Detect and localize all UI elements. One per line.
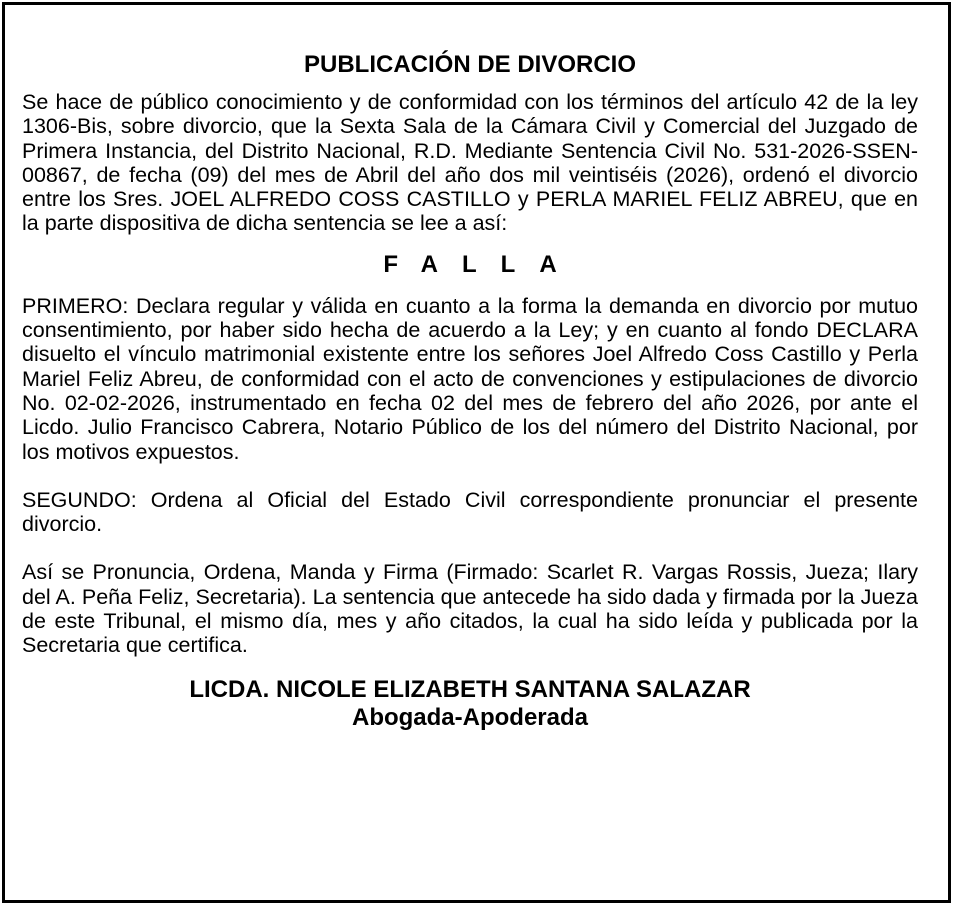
primero-paragraph: PRIMERO: Declara regular y válida en cuanto a la forma la demanda en divorcio por mutuo consentimiento, por haber sido hecha de acuerdo a la Ley; y en cuanto al fondo DECLARA disuelto el vínculo matrimonial existente entre los señores Joel Alfredo Coss Castillo y Perla Mariel Feliz Abreu, de conformidad con el acto de convenciones y estipulaciones de divorcio No. 02-02-2026, instrumentado en fecha 02 del mes de febrero del año 2026, por ante el Licdo. Julio Francisco Cabrera, Notario Público de los del número del Distrito Nacional, por los motivos expuestos. (22, 293, 918, 464)
signatory-name: LICDA. NICOLE ELIZABETH SANTANA SALAZAR (189, 675, 751, 703)
signature-block (22, 676, 918, 732)
notice-content (22, 50, 918, 732)
intro-paragraph: Se hace de público conocimiento y de conformidad con los términos del artículo 42 de la ley 1306-Bis, sobre divorcio, que la Sexta Sala de la Cámara Civil y Comercial del Juzgado de Primera Instancia, del Distrito Nacional, R.D. Mediante Sentencia Civil No. 531-2026-SSEN-00867, de fecha (09) del mes de Abril del año dos mil veintiséis (2026), ordenó el divorcio entre los Sres. JOEL ALFREDO COSS CASTILLO y PERLA MARIEL FELIZ ABREU, que en la parte dispositiva de dicha sentencia se lee a así: (22, 90, 918, 236)
notice-title: PUBLICACIÓN DE DIVORCIO (303, 51, 636, 78)
segundo-paragraph: SEGUNDO: Ordena al Oficial del Estado Civil correspondiente pronunciar el presente divorcio. (22, 487, 918, 537)
closing-paragraph: Así se Pronuncia, Ordena, Manda y Firma (Firmado: Scarlet R. Vargas Rossis, Jueza; Ilary del A. Peña Feliz, Secretaria). La sentencia que antecede ha sido dada y firmada por la Jueza de este Tribunal, el mismo día, mes y año citados, la cual ha sido leída y publicada por la Secretaria que certifica. (22, 560, 918, 658)
falla-heading: FALLA (383, 250, 581, 278)
signatory-role: Abogada-Apoderada (351, 703, 588, 731)
